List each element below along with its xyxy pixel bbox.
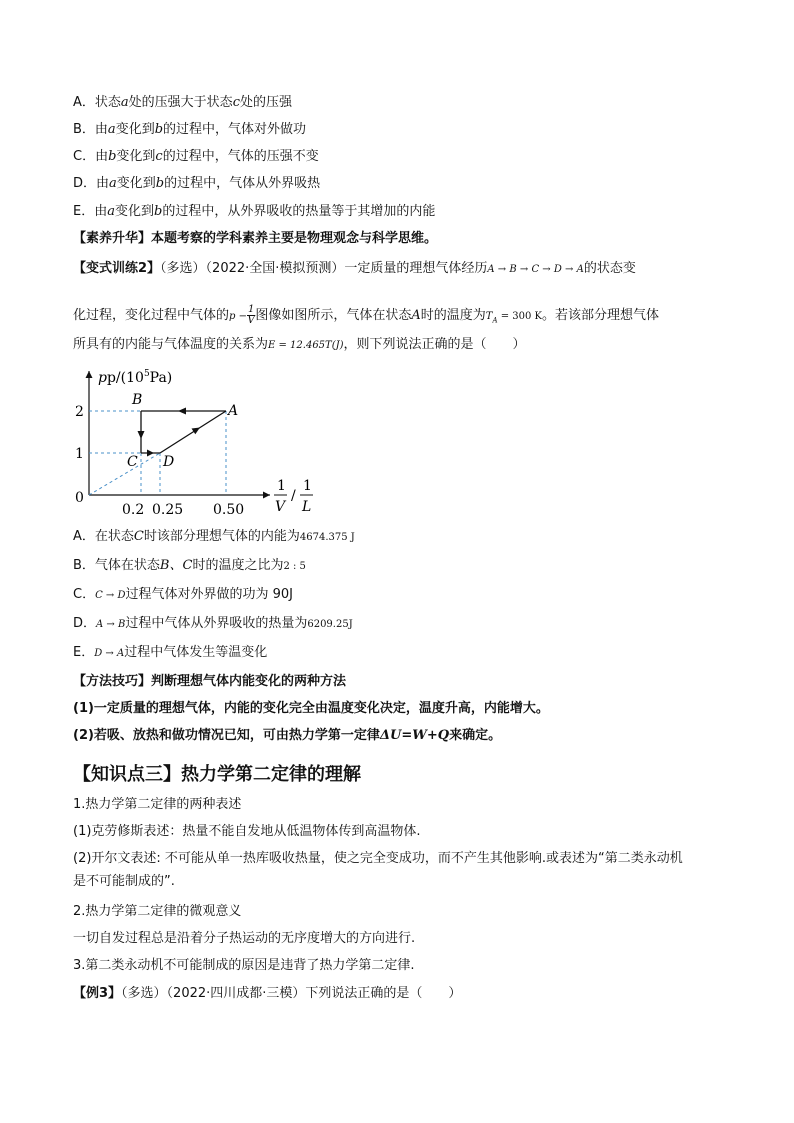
option-text: 时该部分理想气体的内能为 — [143, 529, 300, 544]
process-d-a — [160, 411, 226, 453]
method-text: 来确定。 — [449, 728, 502, 743]
section-heading: 【知识点三】热力学第二定律的理解 — [73, 764, 361, 785]
var: b — [154, 204, 163, 219]
y-tick-0: 0 — [75, 490, 84, 506]
option-text: D．由 — [73, 176, 110, 191]
option-text: 处的压强大于状态 — [128, 95, 233, 110]
p-inverse-v-diagram — [70, 365, 330, 540]
section-line: 是不可能制成的”. — [73, 874, 175, 889]
x-label-num: 1 — [277, 478, 286, 494]
option-text: 过程中气体发生等温变化 — [124, 645, 268, 660]
x-label-den: L — [302, 499, 312, 515]
temp-sub: A — [492, 316, 498, 325]
option-text: 时的温度之比为 — [192, 558, 284, 573]
variant2-text: ，则下列说法正确的是（ ） — [343, 337, 526, 352]
var: C — [133, 529, 144, 544]
option-text: 变化到 — [114, 204, 154, 219]
example3 — [73, 984, 461, 1004]
option-text: 过程气体对外界做的功为 90J — [125, 587, 293, 602]
variant2-text: （多选）（2022·全国·模拟预测）一定质量的理想气体经历 — [160, 261, 488, 276]
point-label-a: A — [228, 403, 239, 419]
q1-option-a — [73, 93, 292, 113]
section-line: (1)克劳修斯表述：热量不能自发地从低温物体传到高温物体. — [73, 824, 421, 839]
variant2-text: 化过程，变化过程中气体的 — [73, 308, 230, 323]
point-label-b: B — [132, 392, 143, 408]
var: b — [154, 122, 164, 137]
x-tick-0.50: 0.50 — [213, 502, 245, 518]
var: A → B — [96, 619, 126, 630]
section-line: (2)开尔文表述: 不可能从单一热库吸收热量，使之完全变成功，而不产生其他影响.或表述为“第二类永动机 — [73, 851, 683, 866]
arrow-c-d — [147, 450, 154, 457]
variant2-text: 所具有的内能与气体温度的关系为 — [73, 337, 269, 352]
cycle-formula: A → B → C → D → A — [487, 264, 584, 275]
temp-symbol: T — [485, 311, 493, 322]
example3-text: （多选）（2022·四川成都·三模）下列说法正确的是（ ） — [121, 986, 462, 1001]
var: c — [155, 149, 163, 164]
variant2-text: 的状态变 — [583, 261, 636, 276]
var: a — [120, 95, 129, 110]
q2-option-a — [73, 527, 355, 548]
section-line: 2.热力学第二定律的微观意义 — [73, 904, 242, 919]
option-text: 处的压强 — [239, 95, 292, 110]
var: B、C — [159, 558, 193, 573]
method-title: 【方法技巧】判断理想气体内能变化的两种方法 — [73, 674, 347, 689]
variant2-text: 图像如图所示，气体在状态 — [255, 308, 412, 323]
var: D → A — [94, 648, 125, 659]
option-text: C．由 — [73, 149, 109, 164]
option-text: C． — [73, 587, 96, 602]
variant2-line1 — [73, 259, 636, 280]
option-value: 6209.25J — [307, 619, 353, 630]
y-tick-1: 1 — [75, 446, 84, 462]
option-text: 的过程中，气体对外做功 — [163, 122, 307, 137]
q1-option-c — [73, 147, 319, 167]
q2-option-e — [73, 643, 267, 664]
literacy-note: 【素养升华】本题考察的学科素养主要是物理观念与科学思维。 — [73, 231, 438, 246]
var: C → D — [95, 590, 126, 601]
var: b — [155, 176, 165, 191]
option-text: 变化到 — [115, 122, 155, 137]
option-text: 变化到 — [116, 149, 156, 164]
variant2-text: 时的温度为 — [420, 308, 486, 323]
q2-option-d — [73, 614, 353, 635]
variant2-tag: 【变式训练2】 — [73, 261, 161, 276]
option-text: A．状态 — [73, 95, 121, 110]
frac-den: V — [247, 315, 255, 326]
option-text: B．由 — [73, 122, 108, 137]
x-label-den: V — [275, 499, 286, 515]
x-label-slash: / — [291, 488, 296, 504]
option-text: 的过程中，气体从外界吸热 — [164, 176, 321, 191]
x-tick-0.2: 0.2 — [122, 502, 145, 518]
x-tick-0.25: 0.25 — [152, 502, 184, 518]
q1-option-b — [73, 120, 306, 140]
method-text: (2)若吸、放热和做功情况已知，可由热力学第一定律 — [73, 728, 380, 743]
method-item-2 — [73, 726, 501, 746]
energy-formula: E = 12.465T(J) — [268, 340, 344, 351]
temp-value: = 300 K — [497, 311, 542, 322]
option-value: 2 : 5 — [283, 561, 306, 572]
method-item-1: (1)一定质量的理想气体，内能的变化完全由温度变化决定，温度升高，内能增大。 — [73, 701, 549, 716]
option-value: 4674.375 J — [299, 532, 355, 543]
section-line: 一切自发过程总是沿着分子热运动的无序度增大的方向进行. — [73, 931, 416, 946]
x-label-num: 1 — [303, 478, 312, 494]
option-text: 过程中气体从外界吸收的热量为 — [125, 616, 308, 631]
y-tick-2: 2 — [75, 404, 84, 420]
var: b — [108, 149, 117, 164]
arrow-a-b — [178, 408, 186, 415]
option-text: 的过程中，从外界吸收的热量等于其增加的内能 — [162, 204, 436, 219]
point-label-c: C — [127, 454, 138, 470]
origin-line — [89, 453, 160, 495]
q1-option-e — [73, 202, 435, 222]
arrow-d-a — [192, 428, 201, 435]
option-text: 变化到 — [116, 176, 156, 191]
var: a — [109, 176, 117, 191]
var: a — [107, 204, 115, 219]
frac-num: 1 — [247, 304, 255, 315]
option-text: B．气体在状态 — [73, 558, 160, 573]
variant2-text: 。若该部分理想气体 — [542, 308, 660, 323]
q2-option-b — [73, 556, 306, 577]
y-axis-label: $pp/(10^5Pa)$ — [98, 369, 173, 386]
section-line: 3.第二类永动机不可能制成的原因是违背了热力学第二定律. — [73, 958, 415, 973]
section-line: 1.热力学第二定律的两种表述 — [73, 797, 242, 812]
arrow-b-c — [138, 431, 145, 439]
var: c — [232, 95, 240, 110]
variant2-line3 — [73, 335, 526, 356]
q2-option-c — [73, 585, 293, 606]
option-text: A．在状态 — [73, 529, 134, 544]
first-law-equation: ΔU=W+Q — [379, 728, 450, 743]
var: A — [411, 308, 421, 323]
example3-tag: 【例3】 — [73, 986, 122, 1001]
var: a — [107, 122, 116, 137]
option-text: 的过程中，气体的压强不变 — [162, 149, 319, 164]
option-text: E． — [73, 645, 95, 660]
variant2-line2 — [73, 305, 659, 331]
q1-option-d — [73, 174, 320, 194]
point-label-d: D — [163, 454, 175, 470]
p-label: p − — [229, 311, 247, 322]
x-axis-label — [274, 478, 313, 515]
option-text: E．由 — [73, 204, 108, 219]
option-text: D． — [73, 616, 97, 631]
